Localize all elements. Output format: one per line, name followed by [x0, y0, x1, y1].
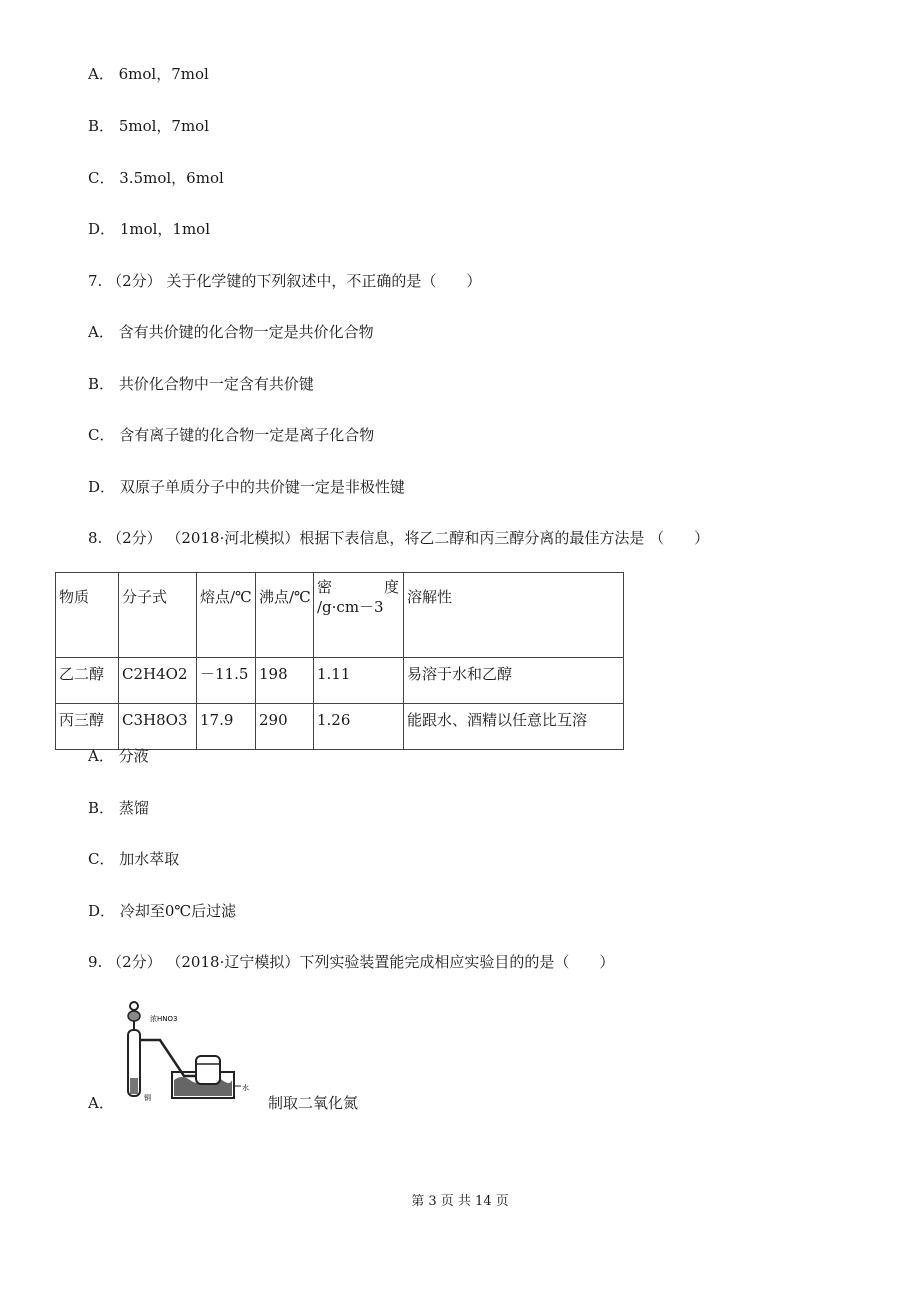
- funnel-bulb: [128, 1011, 140, 1021]
- funnel-stopper: [130, 1002, 138, 1010]
- option-text: 含有离子键的化合物一定是离子化合物: [119, 426, 375, 444]
- option-text: 含有共价键的化合物一定是共价化合物: [118, 323, 374, 341]
- density-label-part2: 度: [383, 578, 399, 596]
- table-cell: －11.5: [197, 658, 256, 704]
- header-cell: 分子式: [119, 573, 197, 658]
- q6-option-c: [88, 168, 224, 188]
- q6-option-b: [88, 116, 209, 136]
- metal-label: 铜: [144, 1094, 151, 1102]
- q7-option-b: [88, 374, 314, 394]
- q7-option-d: [88, 477, 405, 497]
- q8-option-a: [88, 746, 149, 766]
- table-cell: 易溶于水和乙醇: [404, 658, 624, 704]
- q9-stem: 9. （2分） （2018·辽宁模拟）下列实验装置能完成相应实验目的的是（ ）: [88, 953, 615, 971]
- table-row: [56, 658, 624, 704]
- option-label: B．: [88, 799, 115, 817]
- option-text: 蒸馏: [118, 799, 149, 817]
- table-cell: 1.26: [314, 704, 404, 750]
- tube-contents: [130, 1078, 138, 1094]
- apparatus-figure: [122, 1000, 262, 1104]
- table-cell: C3H8O3: [119, 704, 197, 750]
- delivery-tube: [140, 1040, 198, 1076]
- option-text: 5mol，7mol: [118, 117, 210, 135]
- option-label: A．: [88, 323, 114, 341]
- table-cell: 1.11: [314, 658, 404, 704]
- header-cell: 物质: [56, 573, 119, 658]
- option-text: 1mol，1mol: [119, 220, 211, 238]
- table-cell: C2H4O2: [119, 658, 197, 704]
- q6-option-d: [88, 219, 210, 239]
- option-text: 6mol，7mol: [118, 65, 209, 83]
- option-label: C．: [88, 426, 115, 444]
- option-label: C．: [88, 850, 115, 868]
- q8-option-c: [88, 849, 179, 869]
- option-text: 3.5mol，6mol: [119, 169, 224, 187]
- q7-stem: 7. （2分） 关于化学键的下列叙述中，不正确的是（ ）: [88, 272, 482, 290]
- option-label: B．: [88, 117, 115, 135]
- q7-option-c: [88, 425, 374, 445]
- q8-option-d: [88, 901, 236, 921]
- option-label: D．: [88, 902, 116, 920]
- table-cell: 丙三醇: [56, 704, 119, 750]
- option-text: 双原子单质分子中的共价键一定是非极性键: [119, 478, 405, 496]
- table-row: [56, 704, 624, 750]
- table-cell: 17.9: [197, 704, 256, 750]
- table-cell: 能跟水、酒精以任意比互溶: [404, 704, 624, 750]
- option-label: B．: [88, 375, 115, 393]
- header-cell: 熔点/℃: [197, 573, 256, 658]
- option-label: D．: [88, 220, 116, 238]
- header-cell: 沸点/℃: [256, 573, 314, 658]
- density-unit: /g·cm－3: [317, 598, 384, 616]
- header-cell: 溶解性: [404, 573, 624, 658]
- option-text: 分液: [118, 747, 149, 765]
- page-footer: 第 3 页 共 14 页: [411, 1194, 509, 1209]
- q8-option-b: [88, 798, 149, 818]
- q9-option-a-text: 制取二氧化氮: [268, 1094, 359, 1112]
- option-label: C．: [88, 169, 115, 187]
- option-label: A．: [88, 747, 114, 765]
- header-cell-density: [314, 573, 404, 658]
- q7-option-a: [88, 322, 374, 342]
- option-text: 共价化合物中一定含有共价键: [118, 375, 314, 393]
- water-label: 水: [242, 1084, 249, 1092]
- properties-table: [55, 572, 624, 750]
- q9-option-a-label: A．: [88, 1094, 114, 1112]
- density-label-part1: 密: [317, 578, 333, 596]
- gas-collecting-bottle: [196, 1056, 220, 1084]
- option-text: 加水萃取: [119, 850, 180, 868]
- table-header-row: [56, 573, 624, 658]
- option-label: D．: [88, 478, 116, 496]
- option-label: A．: [88, 65, 114, 83]
- option-text: 冷却至0℃后过滤: [119, 902, 237, 920]
- q6-option-a: [88, 64, 209, 84]
- table-cell: 290: [256, 704, 314, 750]
- table-cell: 198: [256, 658, 314, 704]
- q8-stem: 8. （2分） （2018·河北模拟）根据下表信息，将乙二醇和丙三醇分离的最佳方法是 （ ）: [88, 529, 710, 547]
- table-cell: 乙二醇: [56, 658, 119, 704]
- reagent-label: 浓HNO3: [150, 1015, 178, 1023]
